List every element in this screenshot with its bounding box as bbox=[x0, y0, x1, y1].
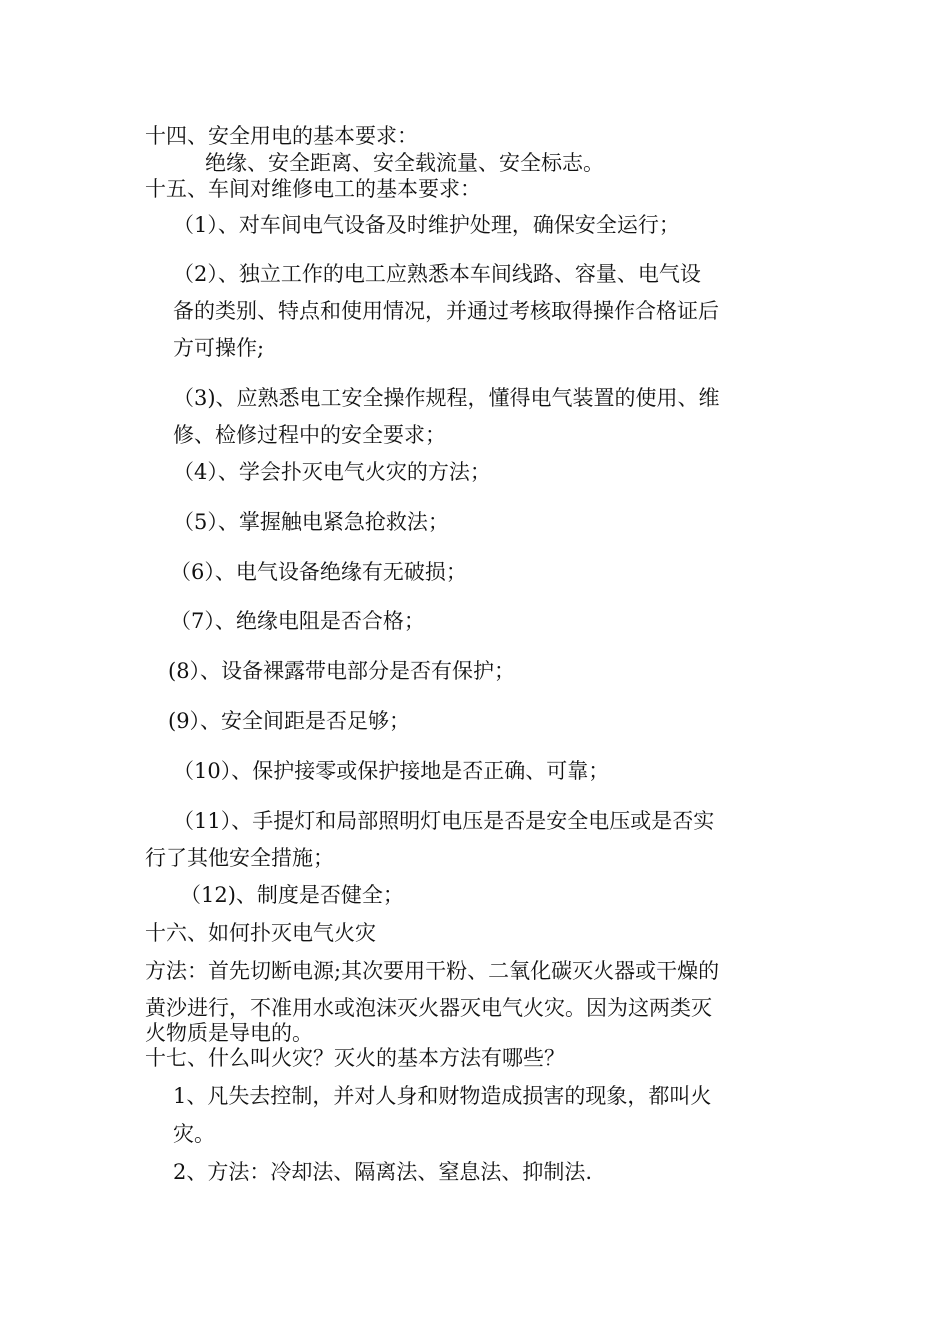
section-16-text: 火物质是导电的。 bbox=[145, 1021, 313, 1045]
section-16-heading: 十六、如何扑灭电气火灾 bbox=[145, 921, 376, 945]
section-14-heading: 十四、安全用电的基本要求： bbox=[145, 124, 418, 148]
list-item: （1）、对车间电气设备及时维护处理，确保安全运行； bbox=[173, 213, 680, 237]
list-item: (8）、设备裸露带电部分是否有保护； bbox=[168, 659, 516, 683]
section-15-heading: 十五、车间对维修电工的基本要求： bbox=[145, 177, 481, 201]
list-item: （12)、制度是否健全； bbox=[180, 883, 404, 907]
section-14-answer: 绝缘、安全距离、安全载流量、安全标志。 bbox=[205, 151, 604, 175]
list-item: （3)、应熟悉电工安全操作规程，懂得电气装置的使用、维 bbox=[173, 386, 720, 410]
list-item-continuation: 备的类别、特点和使用情况，并通过考核取得操作合格证后 bbox=[173, 299, 719, 323]
section-17-heading: 十七、什么叫火灾？灭火的基本方法有哪些？ bbox=[145, 1046, 565, 1070]
list-item-continuation: 行了其他安全措施； bbox=[145, 846, 334, 870]
section-16-text: 方法：首先切断电源;其次要用干粉、二氧化碳灭火器或干燥的 bbox=[145, 959, 720, 983]
section-17-text: 2、方法：冷却法、隔离法、窒息法、抑制法. bbox=[173, 1160, 593, 1184]
list-item: （10）、保护接零或保护接地是否正确、可靠； bbox=[173, 759, 610, 783]
list-item: （6）、电气设备绝缘有无破损； bbox=[170, 560, 467, 584]
section-16-text: 黄沙进行，不准用水或泡沫灭火器灭电气火灾。因为这两类灭 bbox=[145, 996, 712, 1020]
list-item: （7）、绝缘电阻是否合格； bbox=[170, 609, 425, 633]
list-item: （2）、独立工作的电工应熟悉本车间线路、容量、电气设 bbox=[173, 262, 701, 286]
list-item-continuation: 方可操作; bbox=[173, 336, 265, 360]
list-item-continuation: 修、检修过程中的安全要求； bbox=[173, 423, 446, 447]
section-17-text: 1、凡失去控制，并对人身和财物造成损害的现象，都叫火 bbox=[173, 1084, 712, 1108]
list-item: （5）、掌握触电紧急抢救法； bbox=[173, 510, 449, 534]
section-17-text: 灾。 bbox=[173, 1122, 215, 1146]
list-item: （4）、学会扑灭电气火灾的方法； bbox=[173, 460, 491, 484]
list-item: (9）、安全间距是否足够； bbox=[168, 709, 411, 733]
list-item: （11）、手提灯和局部照明灯电压是否是安全电压或是否实 bbox=[173, 809, 715, 833]
